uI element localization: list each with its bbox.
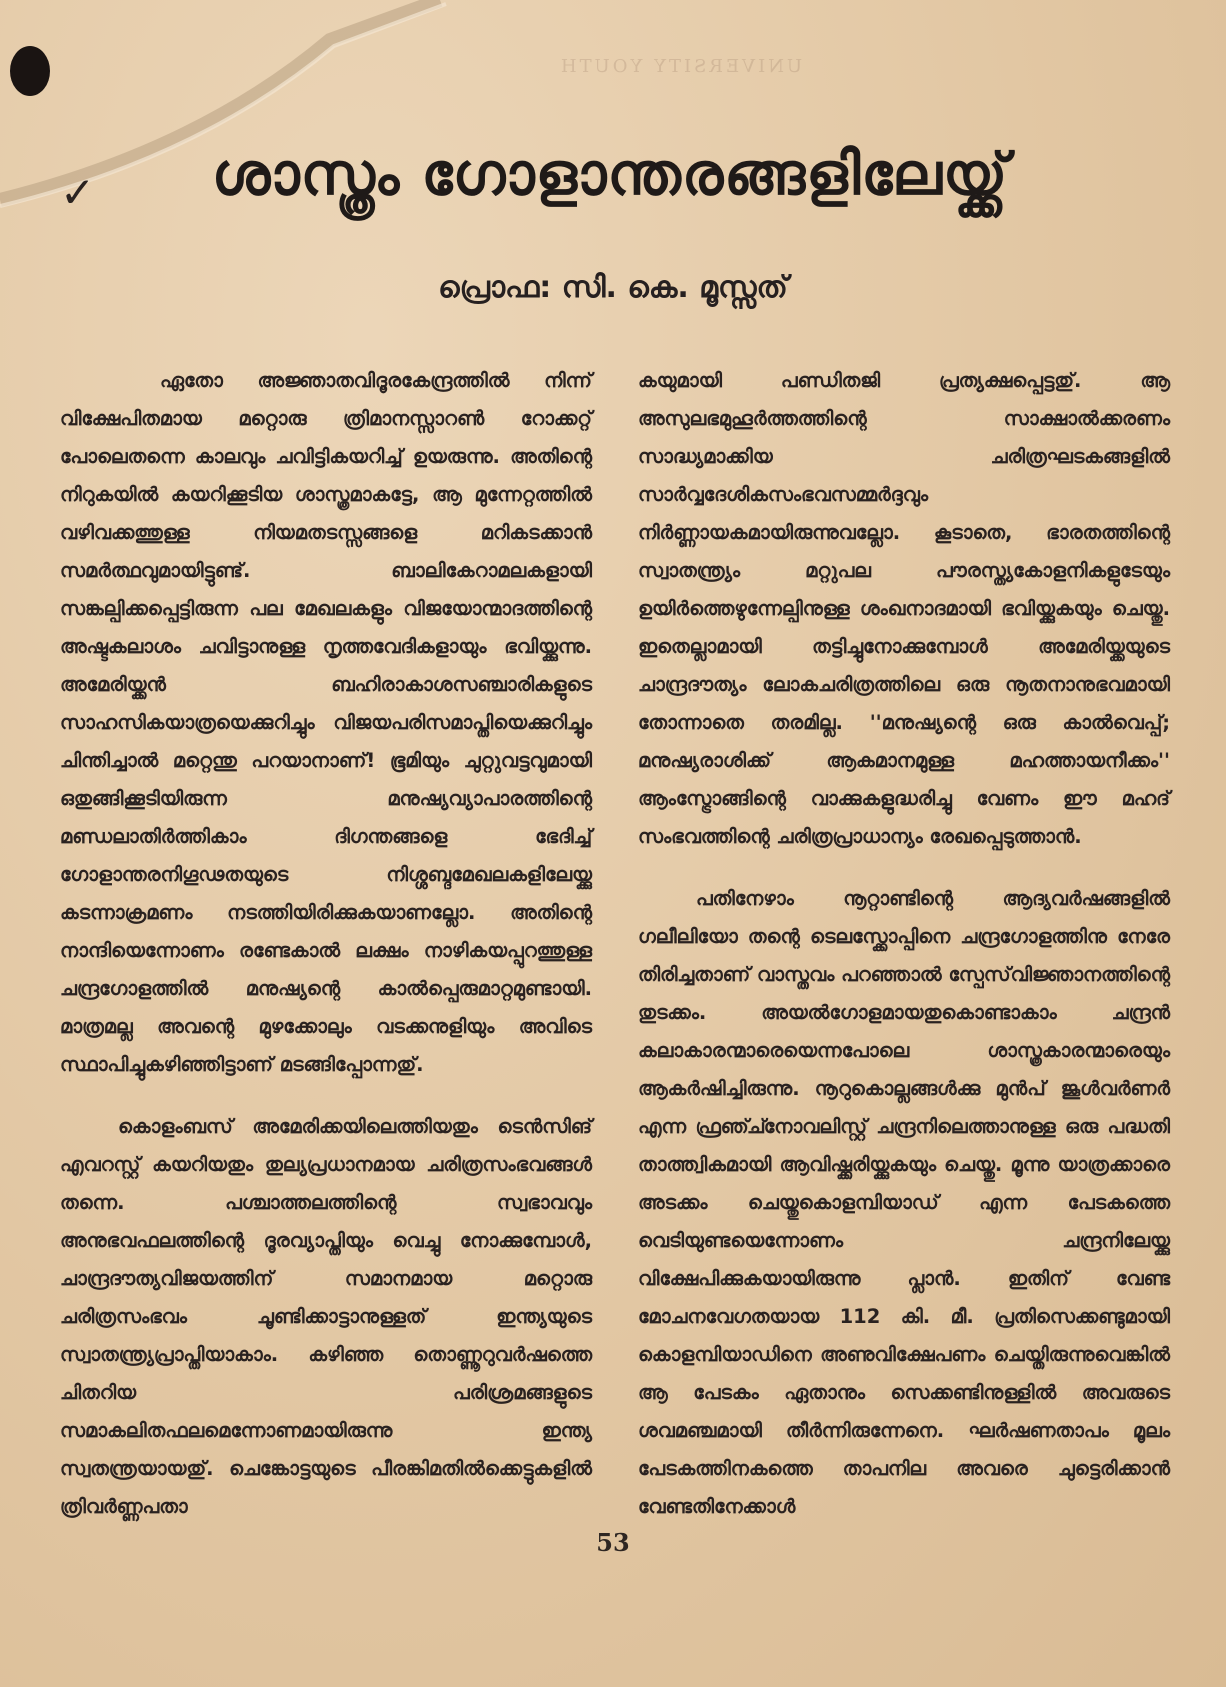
article-body <box>60 362 1170 1518</box>
article-title: ശാസ്ത്രം ഗോളാന്തരങ്ങളിലേയ്ക്ക് <box>211 140 1009 208</box>
author-byline: പ്രൊഫ: സി. കെ. മൂസ്സത് <box>438 270 788 305</box>
paragraph: കയുമായി പണ്ഡിതജി പ്രത്യക്ഷപ്പെട്ടതു്. ആ അസുലഭമുഹൂർത്തത്തിന്റെ സാക്ഷാൽക്കരണം സാദ്ധ്യമാക്കിയ ചരിത്രഘടകങ്ങളിൽ സാർവ്വദേശികസംഭവസമ്മർദ്ദവും നിർണ്ണായകമായിരുന്നുവല്ലോ. കൂടാതെ, ഭാരതത്തിന്റെ സ്വാതന്ത്ര്യം മറ്റുപല പൗരസ്ത്യകോളനികളുടേയും ഉയിർത്തെഴുന്നേല്പിനുള്ള ശംഖനാദമായി ഭവിയ്ക്കുകയും ചെയ്തു. ഇതെല്ലാമായി തട്ടിച്ചുനോക്കുമ്പോൾ അമേരിയ്ക്കയുടെ ചാന്ദ്രദൗത്യം ലോകചരിത്രത്തിലെ ഒരു നൂതനാനുഭവമായി തോന്നാതെ തരമില്ല. ''മനുഷ്യന്റെ ഒരു കാൽവെപ്പ്; മനുഷ്യരാശിക്ക് ആകമാനമുള്ള മഹത്തായനീക്കം'' ആംസ്ട്രോങ്ങിന്റെ വാക്കുകളുദ്ധരിച്ചു വേണം ഈ മഹദ് സംഭവത്തിന്റെ ചരിത്രപ്രാധാന്യം രേഖപ്പെടുത്താൻ. <box>638 369 1170 848</box>
paragraph: ഏതോ അജ്ഞാതവിദൂരകേന്ദ്രത്തിൽ നിന്ന് വിക്ഷേപിതമായ മറ്റൊരു ത്രിമാനസ്സാറൺ റോക്കറ്റ് പോലെതന്നെ കാലവും ചവിട്ടികയറിച്ച് ഉയരുന്നു. അതിന്റെ നിറുകയിൽ കയറിക്കൂടിയ ശാസ്ത്രമാകട്ടേ, ആ മുന്നേറ്റത്തിൽ വഴിവക്കത്തുള്ള നിയമതടസ്സങ്ങളെ മറികടക്കാൻ സമർത്ഥവുമായിട്ടുണ്ട്. ബാലികേറാമലകളായി സങ്കല്പിക്കപ്പെട്ടിരുന്ന പല മേഖലകളും വിജയോന്മാദത്തിന്റെ അഷ്ടകലാശം ചവിട്ടാനുള്ള നൃത്തവേദികളായും ഭവിയ്ക്കുന്നു. അമേരിയ്ക്കൻ ബഹിരാകാശസഞ്ചാരികളുടെ സാഹസികയാത്രയെക്കുറിച്ചും വിജയപരിസമാപ്തിയെക്കുറിച്ചും ചിന്തിച്ചാൽ മറ്റെന്തു പറയാനാണ്! ഭൂമിയും ചുറ്റുവട്ടവുമായി ഒതുങ്ങിക്കൂടിയിരുന്ന മനുഷ്യവ്യാപാരത്തിന്റെ മണ്ഡലാതിർത്തികാം ദിഗന്തങ്ങളെ ഭേദിച്ച് ഗോളാന്തരനിഗൂഢതയുടെ നിശ്ശബ്ദമേഖലകളിലേയ്ക്കു കടന്നാക്രമണം നടത്തിയിരിക്കുകയാണല്ലോ. അതിന്റെ നാന്ദിയെന്നോണം രണ്ടേകാൽ ലക്ഷം നാഴികയപ്പുറത്തുള്ള ചന്ദ്രഗോളത്തിൽ മനുഷ്യന്റെ കാൽപ്പെരുമാറ്റമുണ്ടായി. മാത്രമല്ല അവന്റെ മുഴക്കോലും വടക്കനുളിയും അവിടെ സ്ഥാപിച്ചുകഴിഞ്ഞിട്ടാണ് മടങ്ങിപ്പോന്നതു്. <box>60 369 592 1076</box>
column-right <box>638 362 1170 1550</box>
check-mark: ✓ <box>60 168 96 217</box>
page-number: 53 <box>596 1528 630 1557</box>
paragraph: കൊളംബസ് അമേരിക്കയിലെത്തിയതും ടെൻസിങ് എവറസ്റ്റ് കയറിയതും തുല്യപ്രധാനമായ ചരിത്രസംഭവങ്ങൾ തന്നെ. പശ്ചാത്തലത്തിന്റെ സ്വഭാവവും അനുഭവഫലത്തിന്റെ ദൂരവ്യാപ്തിയും വെച്ചു നോക്കുമ്പോൾ, ചാന്ദ്രദൗത്യവിജയത്തിന് സമാനമായ മറ്റൊരു ചരിത്രസംഭവം ചൂണ്ടിക്കാട്ടാനുള്ളത് ഇന്ത്യയുടെ സ്വാതന്ത്ര്യപ്രാപ്തിയാകാം. കഴിഞ്ഞ തൊണ്ണൂറുവർഷത്തെ ചിതറിയ പരിശ്രമങ്ങളുടെ സമാകലിതഫലമെന്നോണമായിരുന്നു ഇന്ത്യ സ്വതന്ത്രയായതു്. ചെങ്കോട്ടയുടെ പീരങ്കിമതിൽക്കെട്ടുകളിൽ ത്രിവർണ്ണപതാ <box>60 1115 592 1518</box>
paper-fold-crease <box>0 0 1226 260</box>
bleed-through-text: UNIVERSITY YOUTH <box>557 56 803 77</box>
column-left <box>60 362 592 1550</box>
paragraph: പതിനേഴാം നൂറ്റാണ്ടിന്റെ ആദ്യവർഷങ്ങളിൽ ഗലീലിയോ തന്റെ ടെലസ്ക്കോപ്പിനെ ചന്ദ്രഗോളത്തിനു നേരേ തിരിച്ചതാണ് വാസ്തവം പറഞ്ഞാൽ സ്പേസ്‌വിജ്ഞാനത്തിന്റെ തുടക്കം. അയൽഗോളമായതുകൊണ്ടാകാം ചന്ദ്രൻ കലാകാരന്മാരെയെന്നപോലെ ശാസ്ത്രകാരന്മാരെയും ആകർഷിച്ചിരുന്നു. നൂറുകൊല്ലങ്ങൾക്കു മുൻപ് ജൂൾവർണർ എന്ന ഫ്രഞ്ച്നോവലിസ്റ്റ് ചന്ദ്രനിലെത്താനുള്ള ഒരു പദ്ധതി താത്ത്വികമായി ആവിഷ്ക്കരിയ്ക്കുകയും ചെയ്തു. മൂന്നു യാത്രക്കാരെ അടക്കം ചെയ്തുകൊളമ്പിയാഡ് എന്ന പേടകത്തെ വെടിയുണ്ടയെന്നോണം ചന്ദ്രനിലേയ്ക്കു വിക്ഷേപിക്കുകയായിരുന്നു പ്ലാൻ. ഇതിന് വേണ്ട മോചനവേഗതയായ 112 കി. മീ. പ്രതിസെക്കണ്ടുമായി കൊളമ്പിയാഡിനെ അണുവിക്ഷേപണം ചെയ്തിരുന്നുവെങ്കിൽ ആ പേടകം ഏതാനും സെക്കണ്ടിനുള്ളിൽ അവരുടെ ശവമഞ്ചമായി തീർന്നിരുന്നേനെ. ഘർഷണതാപം മൂലം പേടകത്തിനകത്തെ താപനില അവരെ ചുട്ടെരിക്കാൻ വേണ്ടതിനേക്കാൾ <box>638 887 1170 1518</box>
